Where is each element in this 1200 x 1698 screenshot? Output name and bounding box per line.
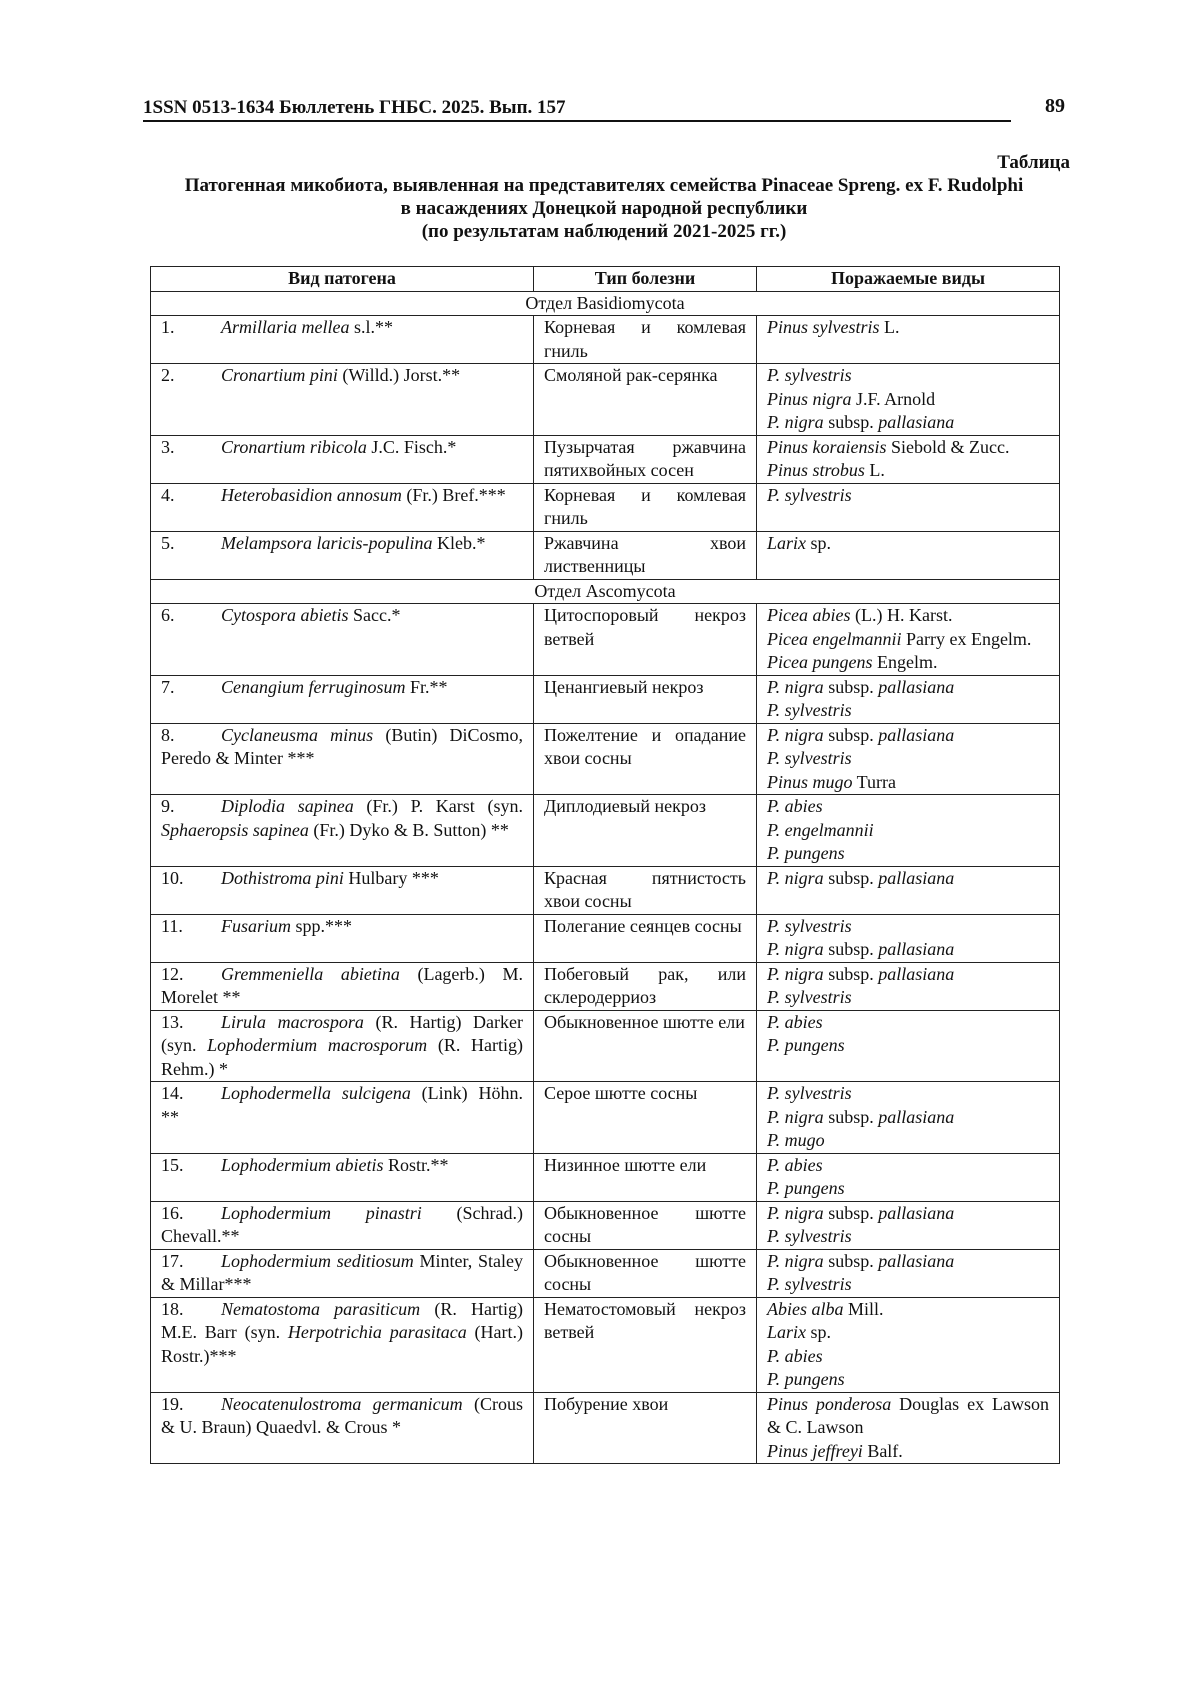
host-species — [767, 915, 1049, 939]
host-species — [767, 1225, 1049, 1249]
row-number: 6. — [161, 605, 175, 625]
taxon-name: P. nigra — [767, 939, 824, 959]
host-species — [767, 724, 1049, 748]
pathogen-cell — [151, 604, 534, 676]
division-label: Отдел Basidiomycota — [151, 291, 1060, 316]
taxon-text: subsp. — [823, 1106, 879, 1127]
taxon-text: sp. — [806, 1322, 832, 1342]
table-row — [151, 1249, 1060, 1297]
taxon-name: Pinus sylvestris — [767, 317, 880, 337]
taxon-text: J.F. Arnold — [851, 388, 936, 409]
host-species — [767, 1011, 1049, 1035]
pathogen-cell — [151, 531, 534, 579]
page-header — [143, 97, 1065, 122]
taxon-text: Fr.** — [405, 676, 448, 697]
host-species — [767, 1393, 1049, 1440]
hosts-cell — [757, 1392, 1060, 1464]
pathogen-cell — [151, 483, 534, 531]
table-row — [151, 435, 1060, 483]
taxon-text: Rostr.** — [383, 1154, 449, 1175]
pathogen-cell — [151, 1392, 534, 1464]
taxon-text: spp.*** — [291, 915, 353, 936]
host-species — [767, 1202, 1049, 1226]
host-species — [767, 1034, 1049, 1058]
taxon-name: P. pungens — [767, 1369, 845, 1389]
taxon-text: s.l.** — [349, 317, 394, 337]
pathogen-cell — [151, 1082, 534, 1154]
hosts-cell — [757, 604, 1060, 676]
taxon-text: sp. — [806, 532, 832, 553]
taxon-name: pallasiana — [878, 867, 955, 888]
taxon-text: subsp. — [823, 867, 879, 888]
host-species — [767, 795, 1049, 819]
row-number: 13. — [161, 1011, 184, 1032]
hosts-cell — [757, 316, 1060, 364]
table-label: Таблица — [997, 152, 1070, 173]
taxon-name: Cronartium ribicola — [221, 436, 367, 457]
caption-line: Патогенная микобиота, выявленная на представителях семейства Pinaceae Spreng. ex F. Rudolphi — [184, 175, 1024, 196]
taxon-name: P. abies — [767, 1011, 823, 1032]
row-number: 1. — [161, 317, 175, 337]
host-species — [767, 1321, 1049, 1345]
row-number: 19. — [161, 1393, 184, 1414]
disease-cell: Ржавчина хвои лиственницы — [534, 531, 757, 579]
table-caption — [143, 174, 1065, 243]
taxon-text: subsp. — [823, 1250, 879, 1271]
taxon-text: Balf. — [862, 1440, 903, 1461]
taxon-text: (Butin) DiCosmo, Peredo & Minter *** — [161, 724, 523, 768]
taxon-name: P. nigra — [767, 676, 824, 697]
taxon-text: (R. Hartig) M.E. Barr (syn. — [161, 1298, 523, 1342]
hosts-cell — [757, 531, 1060, 579]
taxon-name: Pinus koraiensis — [767, 436, 887, 457]
table-row — [151, 795, 1060, 867]
host-species — [767, 1177, 1049, 1201]
division-row — [151, 579, 1060, 604]
taxon-text: (Hart.) Rostr.)*** — [161, 1322, 523, 1366]
taxon-name: Pinus nigra — [767, 388, 852, 409]
taxon-text: (Fr.) Bref.*** — [401, 484, 506, 505]
disease-cell: Цитоспоровый некроз ветвей — [534, 604, 757, 676]
table-row — [151, 316, 1060, 364]
disease-cell: Обыкновенное шютте сосны — [534, 1201, 757, 1249]
caption-line: в насаждениях Донецкой народной республики — [400, 198, 808, 219]
disease-cell: Обыкновенное шютте ели — [534, 1010, 757, 1082]
taxon-name: Pinus jeffreyi — [767, 1440, 863, 1461]
taxon-name: Melampsora laricis-populina — [221, 532, 433, 553]
taxon-name: Larix — [767, 1322, 807, 1342]
taxon-name: Pinus mugo — [767, 771, 853, 792]
pathogen-cell — [151, 1201, 534, 1249]
hosts-cell — [757, 866, 1060, 914]
taxon-name: P. nigra — [767, 963, 824, 984]
taxon-name: Gremmeniella abietina — [221, 963, 400, 984]
host-species — [767, 651, 1049, 675]
host-species — [767, 1154, 1049, 1178]
taxon-name: pallasiana — [878, 412, 955, 432]
hosts-cell — [757, 483, 1060, 531]
host-species — [767, 819, 1049, 843]
host-species — [767, 1129, 1049, 1153]
row-number: 12. — [161, 963, 184, 984]
taxon-name: Diplodia sapinea — [221, 796, 354, 816]
hosts-cell — [757, 795, 1060, 867]
taxon-text: (Fr.) Dyko & B. Sutton) ** — [308, 819, 509, 840]
taxon-text: Minter, Staley & Millar*** — [161, 1250, 523, 1294]
host-species — [767, 986, 1049, 1010]
taxon-text: subsp. — [823, 412, 879, 432]
host-species — [767, 1298, 1049, 1322]
taxon-text: (Schrad.) Chevall.** — [161, 1202, 523, 1246]
taxon-name: Heterobasidion annosum — [221, 484, 402, 505]
row-number: 18. — [161, 1298, 184, 1319]
taxon-text: Hulbary *** — [343, 867, 439, 888]
host-species — [767, 1082, 1049, 1106]
taxon-text: Siebold & Zucc. — [886, 436, 1010, 457]
taxon-name: Pinus ponderosa — [767, 1393, 892, 1414]
taxon-name: Nematostoma parasiticum — [221, 1298, 421, 1319]
taxon-name: P. pungens — [767, 1178, 845, 1198]
disease-cell: Красная пятнистость хвои сосны — [534, 866, 757, 914]
taxon-text: subsp. — [823, 676, 879, 697]
taxon-name: Lophodermium seditiosum — [221, 1250, 414, 1271]
hosts-cell — [757, 1201, 1060, 1249]
taxon-text: subsp. — [823, 939, 879, 959]
taxon-name: pallasiana — [878, 724, 955, 745]
taxon-name: P. sylvestris — [767, 915, 852, 936]
taxon-text: Sacc.* — [348, 605, 401, 625]
hosts-cell — [757, 1082, 1060, 1154]
hosts-cell — [757, 914, 1060, 962]
disease-cell: Серое шютте сосны — [534, 1082, 757, 1154]
taxon-name: pallasiana — [878, 1106, 955, 1127]
taxon-text: (Lagerb.) M. Morelet ** — [161, 963, 523, 1007]
taxon-name: Abies alba — [767, 1298, 844, 1319]
taxon-text: subsp. — [823, 724, 879, 745]
taxon-text: Douglas ex Lawson & C. Lawson — [767, 1393, 1049, 1437]
hosts-cell — [757, 1153, 1060, 1201]
pathogen-cell — [151, 364, 534, 436]
hosts-cell — [757, 435, 1060, 483]
host-species — [767, 1106, 1049, 1130]
pathogen-cell — [151, 1153, 534, 1201]
host-species — [767, 436, 1049, 460]
page-number: 89 — [1045, 95, 1065, 117]
table-header-row — [151, 267, 1060, 292]
table-row — [151, 866, 1060, 914]
row-number: 3. — [161, 436, 175, 457]
taxon-name: Cytospora abietis — [221, 605, 349, 625]
table-row — [151, 483, 1060, 531]
taxon-text: (L.) H. Karst. — [850, 605, 953, 625]
taxon-name: Sphaeropsis sapinea — [161, 819, 309, 840]
taxon-text: Kleb.* — [432, 532, 486, 553]
taxon-name: P. nigra — [767, 1250, 824, 1271]
host-species — [767, 747, 1049, 771]
taxon-name: Cenangium ferruginosum — [221, 676, 406, 697]
table-row — [151, 1392, 1060, 1464]
pathogen-cell — [151, 795, 534, 867]
disease-cell: Побурение хвои — [534, 1392, 757, 1464]
taxon-name: P. engelmannii — [767, 819, 874, 840]
pathogen-cell — [151, 1297, 534, 1392]
host-species — [767, 1368, 1049, 1392]
table-row — [151, 675, 1060, 723]
hosts-cell — [757, 675, 1060, 723]
column-header-pathogen: Вид патогена — [151, 267, 534, 292]
taxon-name: P. sylvestris — [767, 1226, 852, 1246]
host-species — [767, 388, 1049, 412]
taxon-text: Parry ex Engelm. — [901, 628, 1032, 649]
host-species — [767, 364, 1049, 388]
taxon-text: (Fr.) P. Karst (syn. — [353, 796, 523, 816]
taxon-text: subsp. — [823, 1202, 879, 1223]
taxon-name: P. abies — [767, 796, 823, 816]
taxon-text: Mill. — [843, 1298, 884, 1319]
taxon-name: Cyclaneusma minus — [221, 724, 374, 745]
taxon-name: P. nigra — [767, 412, 824, 432]
table-row — [151, 531, 1060, 579]
taxon-text: subsp. — [823, 963, 879, 984]
taxon-name: pallasiana — [878, 676, 955, 697]
taxon-name: Herpotrichia parasitaca — [287, 1322, 467, 1342]
pathogen-cell — [151, 914, 534, 962]
hosts-cell — [757, 723, 1060, 795]
taxon-name: Lophodermium abietis — [221, 1154, 384, 1175]
taxon-text: (R. Hartig) Rehm.) * — [161, 1035, 524, 1079]
table-row — [151, 1082, 1060, 1154]
disease-cell: Диплодиевый некроз — [534, 795, 757, 867]
hosts-cell — [757, 364, 1060, 436]
disease-cell: Низинное шютте ели — [534, 1153, 757, 1201]
column-header-hosts: Поражаемые виды — [757, 267, 1060, 292]
table-row — [151, 1201, 1060, 1249]
pathogen-table — [150, 266, 1060, 1464]
taxon-name: Dothistroma pini — [221, 867, 344, 888]
taxon-name: P. sylvestris — [767, 700, 852, 720]
table-row — [151, 604, 1060, 676]
row-number: 2. — [161, 365, 175, 385]
host-species — [767, 1345, 1049, 1369]
taxon-text: Engelm. — [872, 652, 938, 672]
hosts-cell — [757, 962, 1060, 1010]
pathogen-cell — [151, 1010, 534, 1082]
taxon-name: pallasiana — [878, 939, 955, 959]
host-species — [767, 459, 1049, 483]
host-species — [767, 771, 1049, 795]
taxon-name: P. abies — [767, 1345, 823, 1366]
taxon-name: P. nigra — [767, 867, 824, 888]
journal-header: 1SSN 0513-1634 Бюллетень ГНБС. 2025. Вып. 157 — [143, 97, 1011, 122]
table-row — [151, 914, 1060, 962]
table-row — [151, 962, 1060, 1010]
table-row — [151, 1297, 1060, 1392]
row-number: 8. — [161, 724, 175, 745]
taxon-text: L. — [879, 317, 900, 337]
row-number: 11. — [161, 915, 183, 936]
disease-cell: Смоляной рак-серянка — [534, 364, 757, 436]
taxon-name: Picea abies — [767, 605, 851, 625]
table-row — [151, 1153, 1060, 1201]
disease-cell: Пожелтение и опадание хвои сосны — [534, 723, 757, 795]
disease-cell: Побеговый рак, или склеродерриоз — [534, 962, 757, 1010]
host-species — [767, 604, 1049, 628]
taxon-name: Pinus strobus — [767, 460, 865, 480]
disease-cell: Пузырчатая ржавчина пятихвойных сосен — [534, 435, 757, 483]
pathogen-cell — [151, 962, 534, 1010]
pathogen-cell — [151, 316, 534, 364]
taxon-name: Lophodermium macrosporum — [207, 1035, 428, 1055]
disease-cell: Корневая и комлевая гниль — [534, 316, 757, 364]
taxon-name: P. nigra — [767, 1106, 824, 1127]
taxon-name: Cronartium pini — [221, 365, 338, 385]
table-row — [151, 1010, 1060, 1082]
taxon-name: Picea pungens — [767, 652, 873, 672]
taxon-name: P. sylvestris — [767, 365, 852, 385]
taxon-name: Armillaria mellea — [221, 317, 350, 337]
pathogen-cell — [151, 1249, 534, 1297]
taxon-text: J.C. Fisch.* — [366, 436, 457, 457]
host-species — [767, 699, 1049, 723]
host-species — [767, 938, 1049, 962]
taxon-name: Larix — [767, 532, 807, 553]
row-number: 9. — [161, 796, 175, 816]
taxon-name: P. pungens — [767, 1035, 845, 1055]
taxon-name: Fusarium — [221, 915, 292, 936]
pathogen-cell — [151, 675, 534, 723]
taxon-name: Lophodermium pinastri — [221, 1202, 422, 1223]
row-number: 5. — [161, 532, 175, 553]
taxon-name: P. sylvestris — [767, 1274, 852, 1294]
taxon-name: pallasiana — [878, 963, 955, 984]
table-row — [151, 723, 1060, 795]
taxon-name: pallasiana — [878, 1202, 955, 1223]
taxon-name: P. sylvestris — [767, 1083, 852, 1103]
host-species — [767, 532, 1049, 556]
pathogen-cell — [151, 723, 534, 795]
taxon-text: (R. Hartig) Darker (syn. — [161, 1011, 523, 1055]
disease-cell: Нематостомовый некроз ветвей — [534, 1297, 757, 1392]
division-label: Отдел Ascomycota — [151, 579, 1060, 604]
disease-cell: Полегание сеянцев сосны — [534, 914, 757, 962]
host-species — [767, 867, 1049, 891]
row-number: 10. — [161, 867, 184, 888]
taxon-name: pallasiana — [878, 1250, 955, 1271]
taxon-text: L. — [864, 460, 885, 480]
taxon-name: P. sylvestris — [767, 987, 852, 1007]
column-header-disease: Тип болезни — [534, 267, 757, 292]
host-species — [767, 963, 1049, 987]
taxon-name: P. nigra — [767, 724, 824, 745]
taxon-name: Lirula macrospora — [221, 1011, 364, 1032]
hosts-cell — [757, 1249, 1060, 1297]
row-number: 4. — [161, 484, 175, 505]
host-species — [767, 1250, 1049, 1274]
hosts-cell — [757, 1297, 1060, 1392]
host-species — [767, 1273, 1049, 1297]
host-species — [767, 411, 1049, 435]
division-row — [151, 291, 1060, 316]
row-number: 14. — [161, 1083, 184, 1103]
taxon-name: P. abies — [767, 1154, 823, 1175]
taxon-name: Picea engelmannii — [767, 628, 902, 649]
hosts-cell — [757, 1010, 1060, 1082]
taxon-name: Lophodermella sulcigena — [221, 1083, 411, 1103]
host-species — [767, 484, 1049, 508]
taxon-name: P. nigra — [767, 1202, 824, 1223]
caption-line: (по результатам наблюдений 2021-2025 гг.) — [421, 221, 787, 242]
table-row — [151, 364, 1060, 436]
disease-cell: Обыкновенное шютте сосны — [534, 1249, 757, 1297]
host-species — [767, 842, 1049, 866]
host-species — [767, 628, 1049, 652]
taxon-text: Turra — [852, 771, 897, 792]
row-number: 15. — [161, 1154, 184, 1175]
disease-cell: Корневая и комлевая гниль — [534, 483, 757, 531]
host-species — [767, 676, 1049, 700]
taxon-text: (Link) Höhn. ** — [161, 1083, 523, 1127]
taxon-name: P. sylvestris — [767, 484, 852, 505]
taxon-name: Neocatenulostroma germanicum — [221, 1393, 463, 1414]
taxon-text: (Willd.) Jorst.** — [337, 365, 461, 385]
taxon-name: P. pungens — [767, 843, 845, 863]
pathogen-cell — [151, 435, 534, 483]
pathogen-cell — [151, 866, 534, 914]
row-number: 16. — [161, 1202, 184, 1223]
host-species — [767, 316, 1049, 340]
table-body — [151, 291, 1060, 1464]
row-number: 7. — [161, 676, 175, 697]
host-species — [767, 1440, 1049, 1464]
row-number: 17. — [161, 1250, 184, 1271]
taxon-name: P. sylvestris — [767, 748, 852, 768]
taxon-text: (Crous & U. Braun) Quaedvl. & Crous * — [161, 1393, 523, 1437]
taxon-name: P. mugo — [767, 1130, 825, 1150]
disease-cell: Ценангиевый некроз — [534, 675, 757, 723]
